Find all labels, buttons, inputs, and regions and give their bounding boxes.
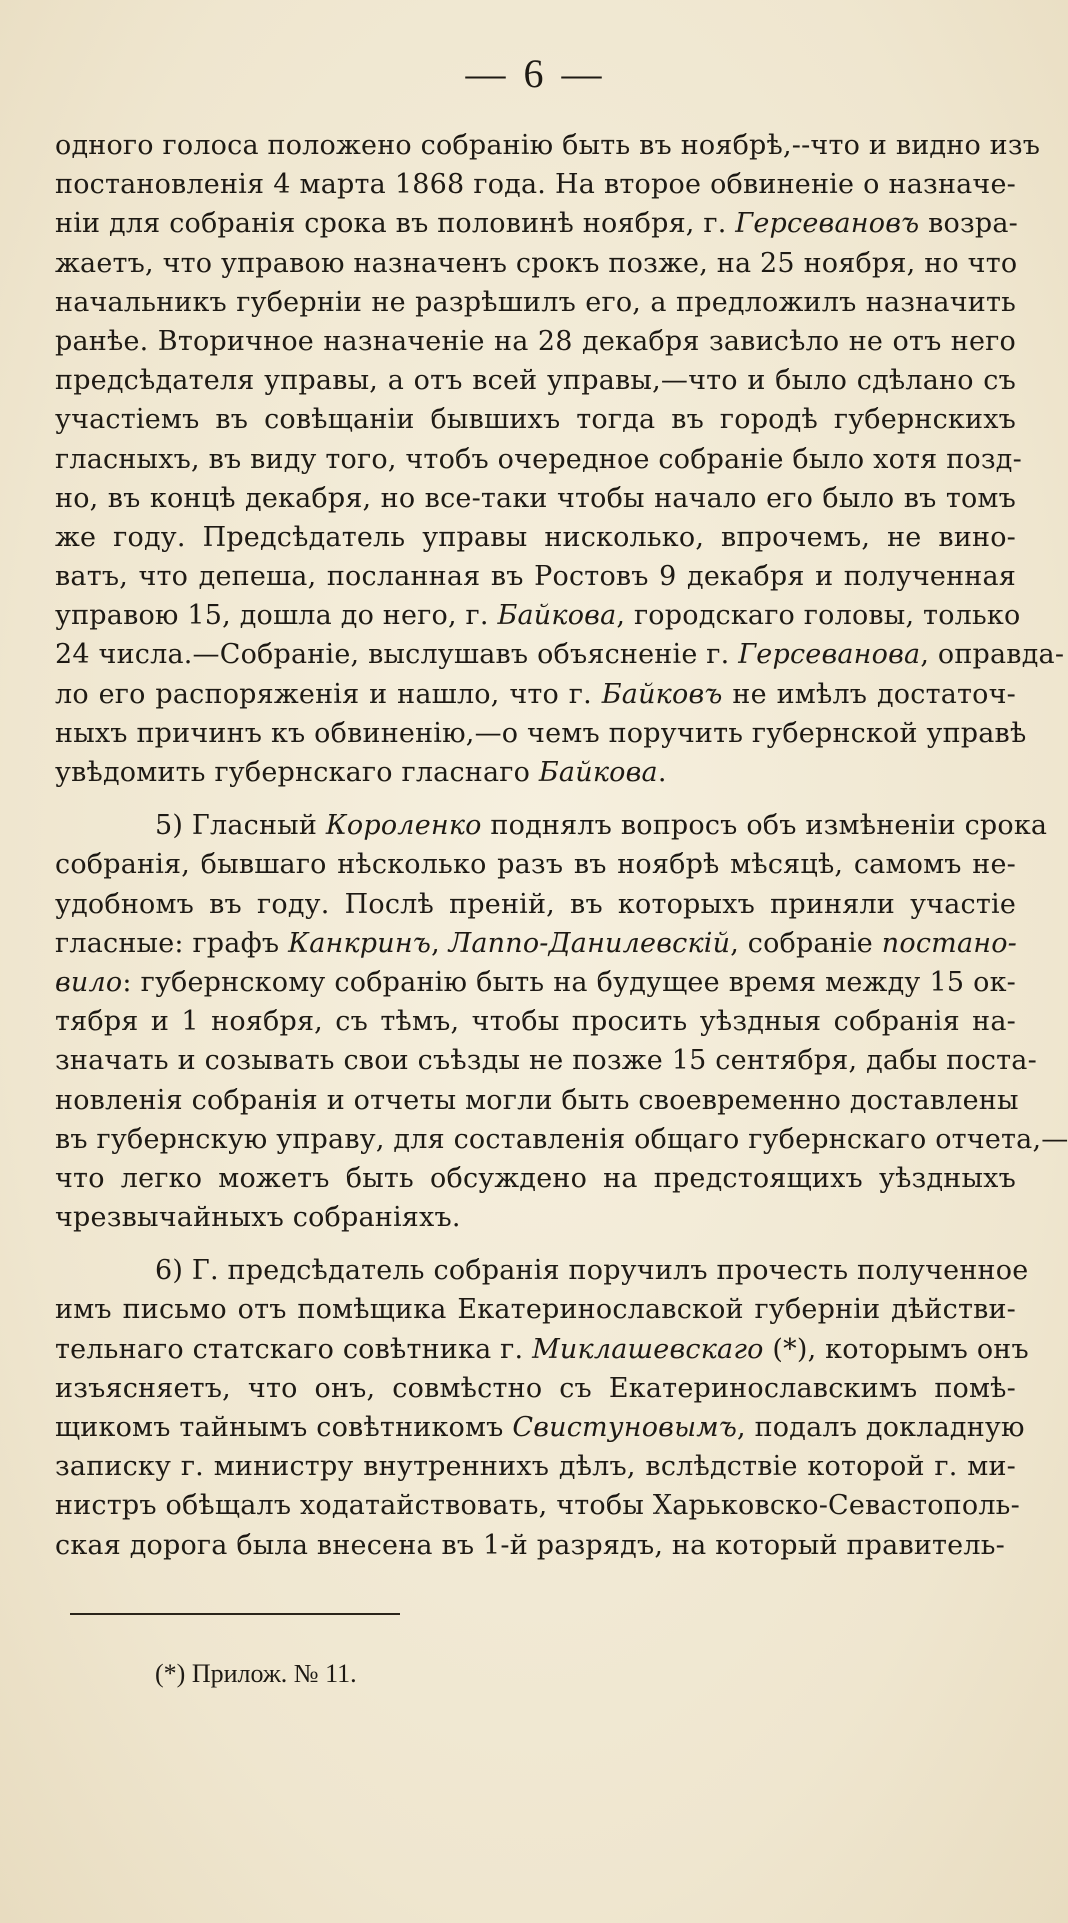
text-run: гласныхъ, въ виду того, чтобъ очередное собраніе было хотя позд- [55,443,1022,475]
italic-name: Свистуновымъ [512,1412,738,1443]
text-run: не имѣлъ достаточ- [722,678,1016,710]
text-line [55,283,1016,322]
italic-name: Байкова [538,757,658,788]
text-run: изъясняетъ, что онъ, совмѣстно съ Екатеринославскимъ помѣ- [55,1372,1016,1404]
text-run: значать и созывать свои съѣзды не позже 15 сентября, дабы поста- [55,1045,1037,1077]
paragraph [55,806,1068,1237]
paragraph [55,126,1065,792]
text-line [55,885,1016,924]
text-run: ныхъ причинъ къ обвиненію,—о чемъ поручить губернской управѣ [55,717,1027,749]
text-run: одного голоса положено собранію быть въ ноябрѣ,--что и видно изъ [55,130,1041,161]
text-run: 5) Гласный [155,810,326,842]
text-line [55,1159,1016,1198]
text-run: въ губернскую управу, для составленія общаго губернскаго отчета,— [55,1123,1068,1155]
text-line [55,596,1021,635]
text-run: собранія, бывшаго нѣсколько разъ въ ноябрѣ мѣсяцѣ, самомъ не- [55,849,1016,881]
text-run: ніи для собранія срока въ половинѣ ноября, г. [55,208,736,240]
text-run: жаетъ, что управою назначенъ срокъ позже, на 25 ноября, но что [55,247,1018,279]
text-run: (*), которымъ онъ [763,1333,1029,1365]
text-run: ранѣе. Вторичное назначеніе на 28 декабря зависѣло не отъ него [55,325,1016,357]
text-run: , оправда- [920,639,1065,671]
text-run: что легко можетъ быть обсуждено на предстоящихъ уѣздныхъ [55,1162,1016,1194]
page-number: — 6 — [465,51,606,96]
text-line [55,963,1016,1002]
italic-name: Герсеванова [738,639,921,671]
italic-name: постано- [881,927,1018,959]
text-line [55,806,1048,845]
text-run: . [657,757,667,788]
text-run: ская дорога была внесена въ 1-й разрядъ, на который правитель- [55,1529,1005,1561]
text-line [55,126,1041,165]
text-line [55,1198,1016,1237]
text-run: постановленія 4 марта 1868 года. На второе обвиненіе о назначе- [55,169,1016,201]
text-line [55,1081,1019,1120]
text-run: возра- [919,208,1018,240]
text-line [55,1447,1016,1486]
text-run: , собраніе [730,927,882,959]
text-line [55,322,1016,361]
text-run: ватъ, что депеша, посланная въ Ростовъ 9 декабря и полученная [55,561,1016,593]
text-run: участіемъ въ совѣщаніи бывшихъ тогда въ городѣ губернскихъ [55,404,1016,436]
italic-name: Герсевановъ [735,208,920,240]
text-run: удобномъ въ году. Послѣ преній, въ которыхъ приняли участіе [55,888,1016,920]
text-run: тельнаго статскаго совѣтника г. [55,1333,533,1365]
text-run: гласные: графъ [55,927,289,959]
text-line [55,204,1016,243]
text-line [55,753,1016,792]
italic-name: Байковъ [601,678,723,710]
text-run: 6) Г. предсѣдатель собранія поручилъ прочесть полученное [155,1255,1029,1287]
text-line [55,1251,1029,1290]
text-run: записку г. министру внутреннихъ дѣлъ, вслѣдствіе которой г. ми- [55,1451,1016,1483]
text-line [55,1369,1016,1408]
paragraph [55,1251,1029,1565]
italic-name: Миклашевскаго [532,1333,764,1365]
text-run: новленія собранія и отчеты могли быть своевременно доставлены [55,1084,1019,1116]
text-run: но, въ концѣ декабря, но все-таки чтобы начало его было въ томъ [55,482,1016,514]
text-run: 24 числа.—Собраніе, выслушавъ объясненіе г. [55,639,739,671]
text-run: имъ письмо отъ помѣщика Екатеринославской губерніи дѣйстви- [55,1294,1016,1326]
text-run: чрезвычайныхъ собраніяхъ. [55,1202,461,1234]
text-run: предсѣдателя управы, а отъ всей управы,—что и было сдѣлано съ [55,365,1016,397]
text-line [55,635,1065,674]
text-line [55,361,1016,400]
body-text [55,126,1068,1565]
text-run: тября и 1 ноября, съ тѣмъ, чтобы просить уѣздныя собранія на- [55,1006,1016,1038]
text-line [55,1120,1068,1159]
italic-name: Лаппо-Данилевскій [448,927,731,959]
text-line [55,1002,1016,1041]
text-run: щикомъ тайнымъ совѣтникомъ [55,1412,513,1443]
text-run: , городскаго головы, только [616,600,1021,632]
text-run: : губернскому собранію быть на будущее время между 15 ок- [122,966,1016,998]
text-line [55,714,1027,753]
text-line [55,1041,1037,1080]
text-line [55,1486,1020,1525]
italic-name: Байкова [497,600,617,632]
text-run: поднялъ вопросъ объ измѣненіи срока [481,810,1048,842]
text-line [55,518,1016,557]
text-run: управою 15, дошла до него, г. [55,600,498,632]
italic-name: Канкринъ [288,927,432,959]
text-run: ло его распоряженія и нашло, что г. [55,678,602,710]
italic-name: вило [55,966,123,998]
footnote: (*) Прилож. № 11. [155,1658,357,1688]
text-line [55,1330,1029,1369]
text-line [55,675,1016,714]
text-line [55,845,1016,884]
text-line [55,165,1016,204]
text-run: же году. Предсѣдатель управы нисколько, впрочемъ, не вино- [55,521,1016,553]
footnote-divider [70,1613,400,1615]
text-line [55,1290,1016,1329]
text-line [55,1408,1025,1447]
text-run: , подалъ докладную [737,1412,1025,1443]
text-line [55,479,1016,518]
text-run: начальникъ губерніи не разрѣшилъ его, а предложилъ назначить [55,286,1016,318]
text-line [55,244,1016,283]
text-line [55,924,1016,963]
text-line [55,1526,1016,1565]
text-line [55,557,1016,596]
text-run: , [431,927,449,959]
italic-name: Короленко [325,810,482,842]
text-line [55,440,1022,479]
text-run: нистръ обѣщалъ ходатайствовать, чтобы Харьковско-Севастополь- [55,1490,1020,1522]
text-line [55,400,1016,439]
text-run: увѣдомить губернскаго гласнаго [55,757,539,788]
